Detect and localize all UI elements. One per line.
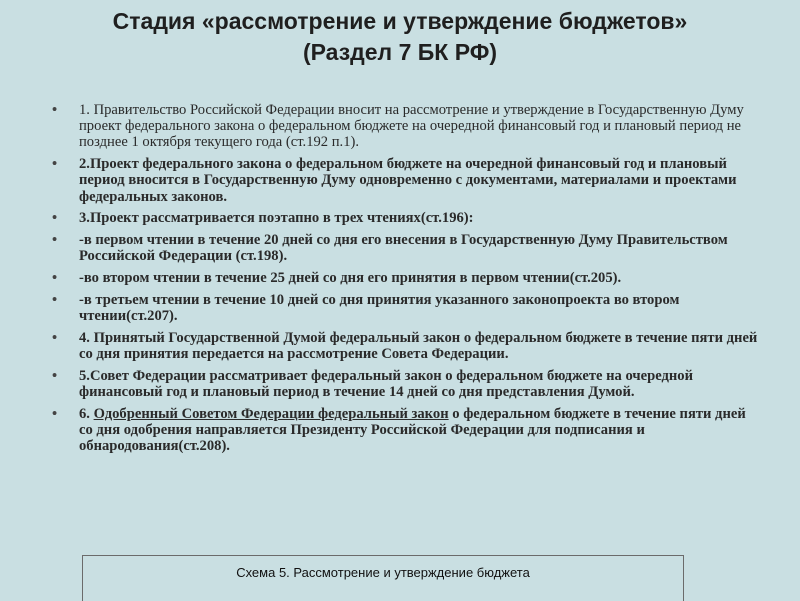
bullet-icon: • xyxy=(52,330,58,346)
list-item xyxy=(52,232,762,264)
bullet-icon: • xyxy=(52,210,58,227)
bullet-icon: • xyxy=(52,270,58,287)
list-item xyxy=(52,156,762,205)
underlined-phrase: Одобренный Советом Федерации федеральный закон xyxy=(93,406,449,422)
slide-title xyxy=(40,6,760,68)
list-item-text: 2.Проект федерального закона о федеральном бюджете на очередной финансовый год и плановый период вносится в Государственную Думу одновременно с документами, материалами и проектами федеральных законов. xyxy=(79,156,737,205)
scheme-caption: Схема 5. Рассмотрение и утверждение бюджета xyxy=(236,565,530,580)
content-list xyxy=(52,102,762,460)
bullet-icon: • xyxy=(52,232,58,249)
list-item-prefix: 6. xyxy=(79,406,94,422)
list-item xyxy=(52,210,762,226)
list-item-text: 3.Проект рассматривается поэтапно в трех чтениях(ст.196): xyxy=(79,210,474,227)
list-item-text: -в первом чтении в течение 20 дней со дня его внесения в Государственную Думу Правительством Российской Федерации (ст.198). xyxy=(79,232,728,265)
bullet-icon: • xyxy=(52,156,58,173)
list-item-text: -во втором чтении в течение 25 дней со дня его принятия в первом чтении(ст.205). xyxy=(79,270,622,287)
bullet-icon: • xyxy=(52,406,58,422)
scheme-caption-box xyxy=(82,555,684,601)
list-item xyxy=(52,330,762,362)
list-item xyxy=(52,292,762,324)
list-item-suffix: о федеральном бюджете в течение пяти дней со дня одобрения направляется Президенту Российской Федерации для подписания и обнародования(ст.208). xyxy=(79,406,746,455)
bullet-icon: • xyxy=(52,368,58,384)
list-item xyxy=(52,102,762,151)
list-item-text: 5.Совет Федерации рассматривает федеральный закон о федеральном бюджете на очередной финансовый год и плановый период в течение 14 дней со дня представления Думой. xyxy=(79,368,693,401)
list-item xyxy=(52,270,762,286)
list-item xyxy=(52,406,762,455)
bullet-icon: • xyxy=(52,102,58,118)
list-item-text: 4. Принятый Государственной Думой федеральный закон о федеральном бюджете в течение пяти дней со дня принятия передается на рассмотрение Совета Федерации. xyxy=(79,330,758,363)
list-item xyxy=(52,368,762,400)
title-line-2: (Раздел 7 БК РФ) xyxy=(302,39,498,65)
list-item-text: 1. Правительство Российской Федерации вносит на рассмотрение и утверждение в Государственную Думу проект федерального закона о федеральном бюджете на очередной финансовый год и плановый период не позднее 1 октября текущего года (ст.192 п.1). xyxy=(79,102,744,151)
list-item-text: -в третьем чтении в течение 10 дней со дня принятия указанного законопроекта во втором чтении(ст.207). xyxy=(79,292,680,325)
bullet-icon: • xyxy=(52,292,58,308)
title-line-1: Стадия «рассмотрение и утверждение бюджетов» xyxy=(112,8,688,34)
